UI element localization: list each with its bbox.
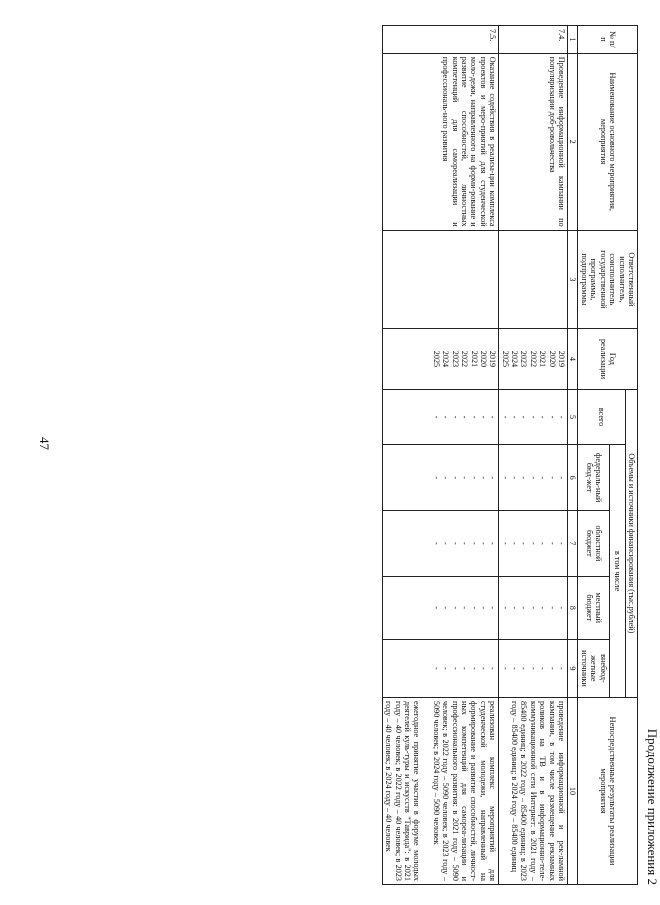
header-local: местный бюджет [578, 576, 609, 639]
program-table [382, 25, 638, 885]
table-row [382, 26, 499, 885]
rotated-page-content [382, 25, 660, 885]
row-num: 7.4. [499, 26, 568, 54]
header-num: № п/п [578, 26, 638, 54]
row-executor [499, 230, 568, 329]
col-number: 1 [568, 26, 578, 54]
col-number: 6 [568, 445, 578, 511]
header-name: Наименование основного мероприятия, мероприятия [578, 53, 638, 230]
row-name: Проведение информационной кампании по популяризации доб-ровольчества [499, 53, 568, 230]
page-number: 47 [37, 437, 52, 450]
row-name: Оказание содействия в реализа-ции комплекса проектов и меро-приятий для студенческой моло-дежи, направленного на форми-рование и развитие способностей, личностных компетенций для самореализации и профессиональ-ного развития [382, 53, 499, 230]
row-results [382, 697, 499, 884]
table-row [499, 26, 568, 885]
col-number: 8 [568, 576, 578, 639]
results-text-2: ежегодное принятие участия в форуме молодых деятелей куль-туры и искусств "Таврида": в 2021 году – 40 человек; в 2022 году – 40 человек; в 2023 году – 40 человек; в 2024 году – 40 человек [384, 700, 422, 881]
continuation-title: Продолжение приложения 2 [645, 728, 660, 885]
row-local: - - - - - - - [499, 576, 568, 639]
row-federal: - - - - - - - [499, 445, 568, 511]
header-executor: Ответственный исполнитель, соисполнитель государственной программы, подпрограммы [578, 230, 638, 329]
header-regional: областной бюджет [578, 511, 609, 577]
row-years: 2019 2020 2021 2022 2023 2024 2025 [499, 329, 568, 390]
header-results: Непосредственные результаты реализации мероприятия [578, 697, 638, 884]
col-number: 4 [568, 329, 578, 390]
header-funding: Объемы и источники финансирования (тыс.рублей) [625, 389, 637, 697]
header-incl: в том числе [609, 445, 625, 698]
row-extra: - - - - - - - [382, 639, 499, 697]
row-results: проведение информационной и рек-ламной кампании, в том числе размещение рекламных роликов на ТВ и в информационно-теле-коммуникационной сети Интернет: в 2021 году – 85400 единиц; в 2022 году – 85400 единиц; в 2023 году – 85400 единиц; в 2024 году – 85400 единиц [499, 697, 568, 884]
header-extra: внебюд-жетные источники [578, 639, 609, 697]
col-number: 10 [568, 697, 578, 884]
row-regional: - - - - - - - [382, 511, 499, 577]
header-total: всего [578, 389, 625, 445]
row-regional: - - - - - - - [499, 511, 568, 577]
col-number: 3 [568, 230, 578, 329]
header-year: Год реализации [578, 329, 638, 390]
row-total: - - - - - - - [499, 389, 568, 445]
row-federal: - - - - - - - [382, 445, 499, 511]
row-executor [382, 230, 499, 329]
header-federal: федераль-ный бюд-жет [578, 445, 609, 511]
col-number: 2 [568, 53, 578, 230]
row-total: - - - - - - - [382, 389, 499, 445]
row-years: 2019 2020 2021 2022 2023 2024 2025 [382, 329, 499, 390]
results-text: реализован комплекс мероприятий для студенческой молодежи, направленный на формирование и развитие способностей, личност-ных компетенций для самореа-лизации и профессионального развития: в 2021 году – 5090 человек; в 2022 году – 5090 человек; в 2023 году – 5090 человек; в 2024 году – 5090 человек [431, 700, 498, 881]
row-num: 7.5. [382, 26, 499, 54]
col-number: 5 [568, 389, 578, 445]
col-number: 7 [568, 511, 578, 577]
row-local: - - - - - - - [382, 576, 499, 639]
col-number: 9 [568, 639, 578, 697]
row-extra: - - - - - - - [499, 639, 568, 697]
